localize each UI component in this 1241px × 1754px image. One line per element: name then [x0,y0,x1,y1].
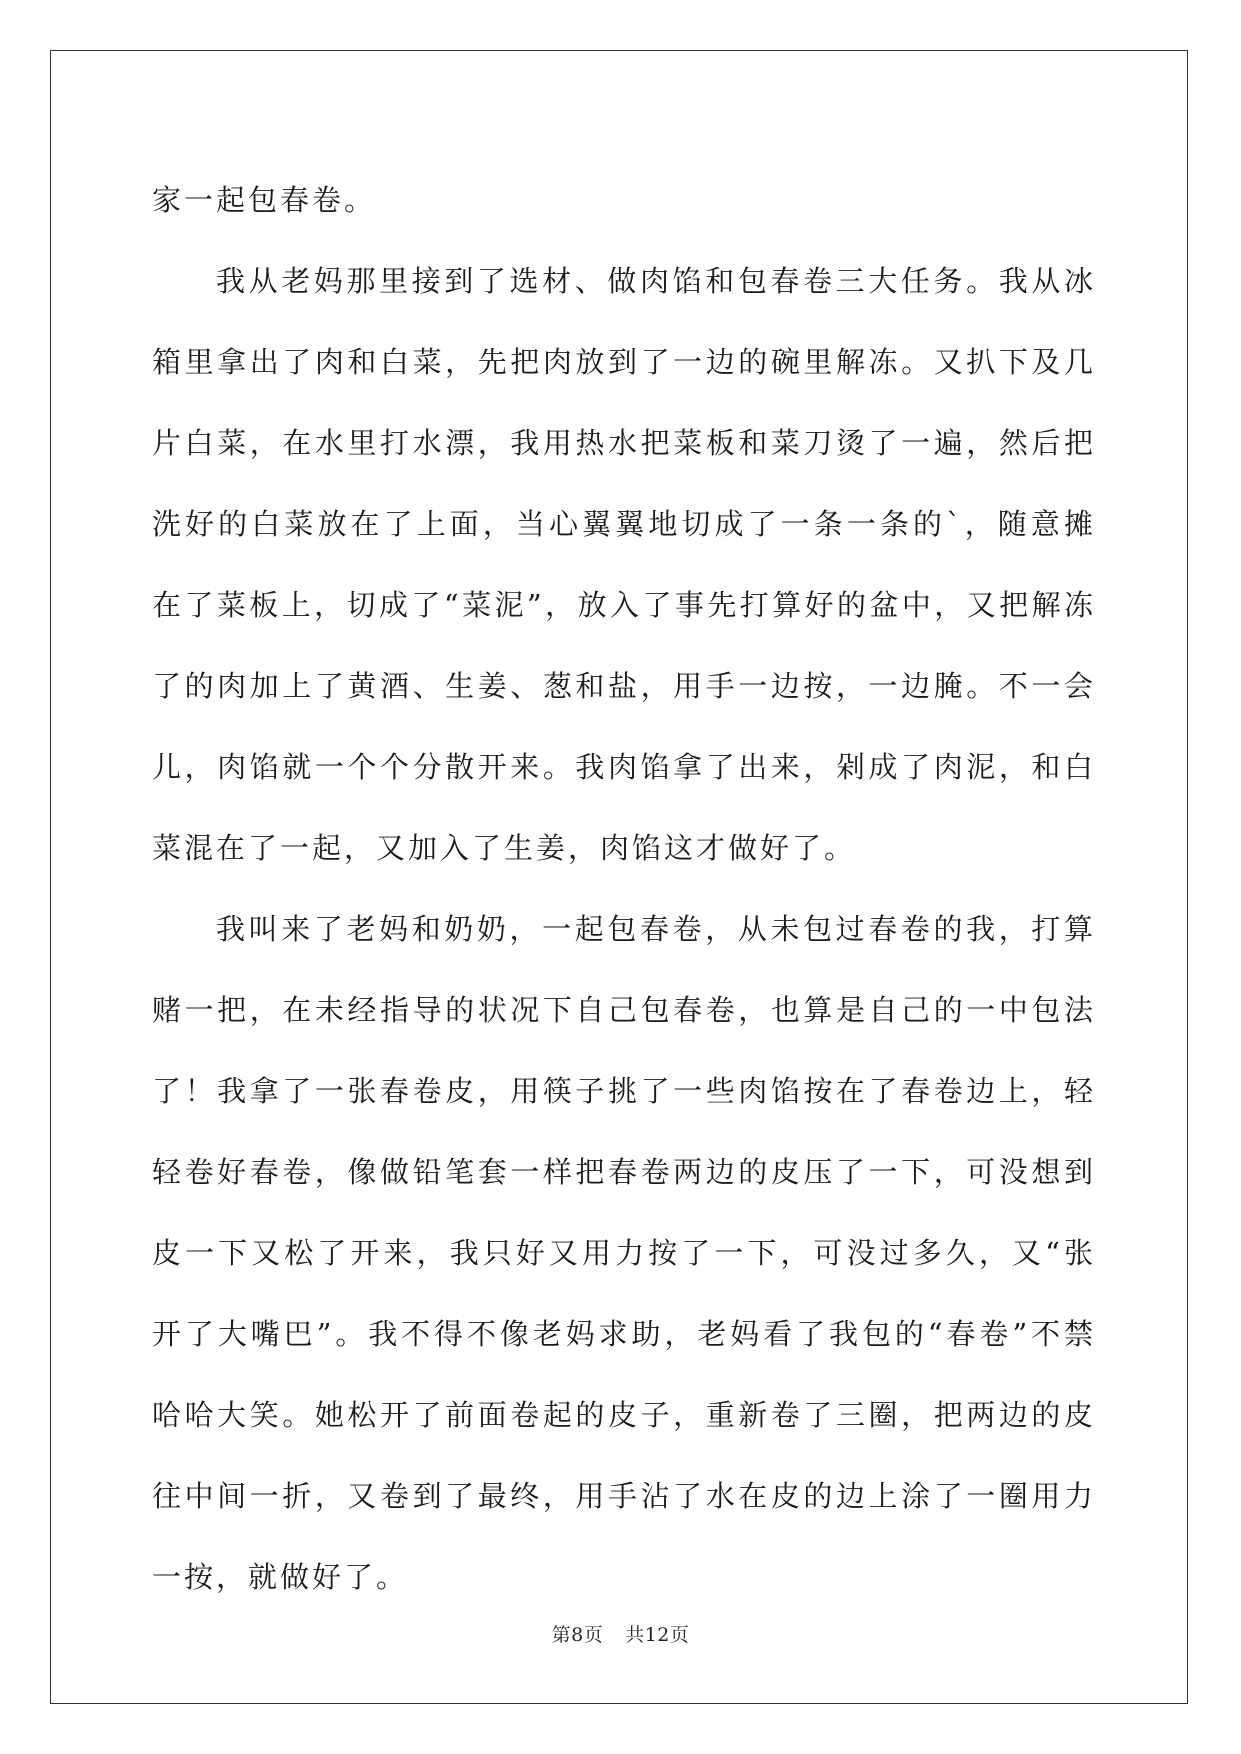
paragraph-task: 我从老妈那里接到了选材、做肉馅和包春卷三大任务。我从冰箱里拿出了肉和白菜，先把肉放到了一边的碗里解冻。又扒下及几片白菜，在水里打水漂，我用热水把菜板和菜刀烫了一遍，然后把洗好的白菜放在了上面，当心翼翼地切成了一条一条的`，随意摊在了菜板上，切成了“菜泥”，放入了事先打算好的盆中，又把解冻了的肉加上了黄酒、生姜、葱和盐，用手一边按，一边腌。不一会儿，肉馅就一个个分散开来。我肉馅拿了出来，剁成了肉泥，和白菜混在了一起，又加入了生姜，肉馅这才做好了。 [152,264,1096,865]
page-total: 共12页 [625,1624,690,1646]
page-number: 第8页 [551,1624,604,1646]
paragraph-continuation: 家一起包春卷。 [152,183,377,217]
paragraph-wrapping: 我叫来了老妈和奶奶，一起包春卷，从未包过春卷的我，打算赌一把，在未经指导的状况下自己包春卷，也算是自己的一中包法了！我拿了一张春卷皮，用筷子挑了一些肉馅按在了春卷边上，轻轻卷好春卷，像做铅笔套一样把春卷两边的皮压了一下，可没想到皮一下又松了开来，我只好又用力按了一下，可没过多久，又“张开了大嘴巴”。我不得不像老妈求助，老妈看了我包的“春卷”不禁哈哈大笑。她松开了前面卷起的皮子，重新卷了三圈，把两边的皮往中间一折，又卷到了最终，用手沾了水在皮的边上涂了一圈用力一按，就做好了。 [152,912,1096,1594]
page-footer [0,1620,1241,1647]
document-body [152,160,1096,1618]
